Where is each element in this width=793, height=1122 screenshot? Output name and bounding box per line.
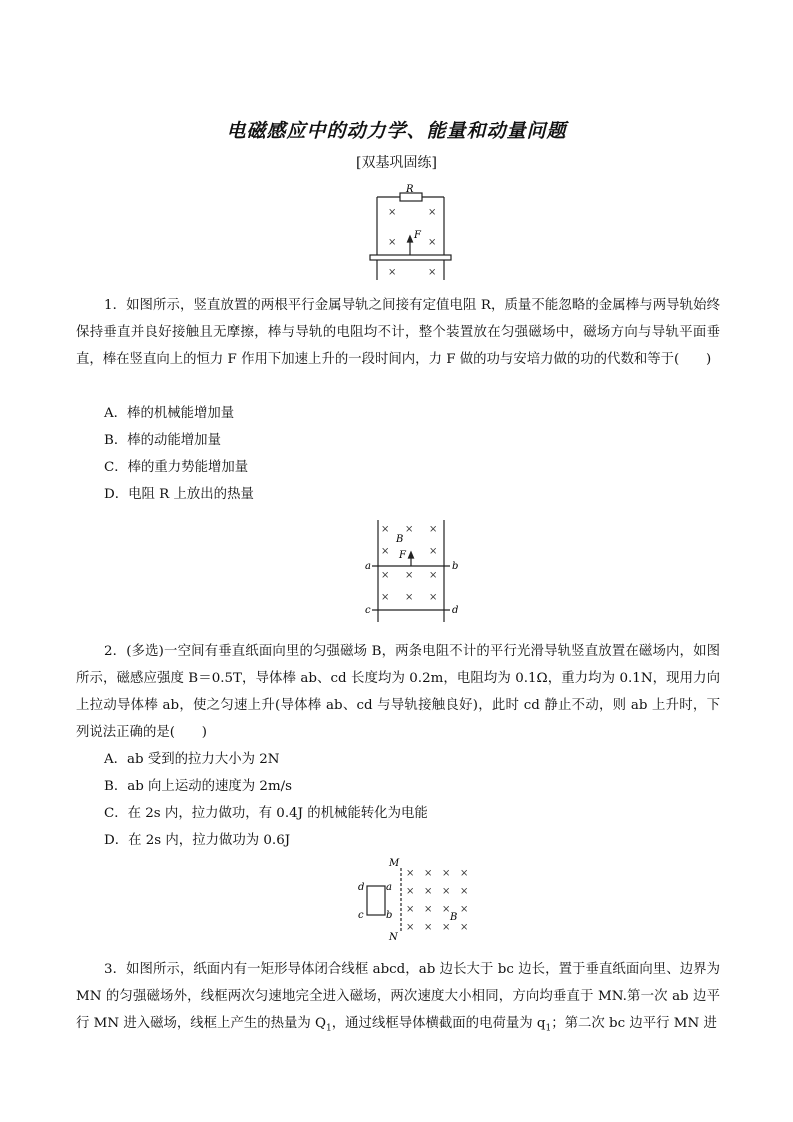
q3-sub-q: 1	[326, 1023, 332, 1034]
figure-2-two-rods	[0, 518, 793, 628]
field-cross: ×	[406, 886, 415, 897]
point-a-label: a	[365, 561, 371, 572]
field-cross: ×	[388, 267, 397, 278]
q1-option-d: D．电阻 R 上放出的热量	[104, 487, 254, 502]
field-cross: ×	[429, 546, 438, 557]
field-cross: ×	[460, 904, 469, 915]
figure-3-loop-and-boundary	[0, 856, 793, 946]
figure-1-rails-resistor	[0, 184, 793, 284]
field-cross: ×	[405, 570, 414, 581]
field-cross: ×	[405, 524, 414, 535]
field-b-label: B	[396, 534, 404, 545]
field-cross: ×	[442, 922, 451, 933]
question-1-text: 1．如图所示，竖直放置的两根平行金属导轨之间接有定值电阻 R，质量不能忽略的金属棒与两导轨始终保持垂直并良好接触且无摩擦，棒与导轨的电阻均不计，整个装置放在匀强磁场中，磁场方向与导轨平面垂直，棒在竖直向上的恒力 F 作用下加速上升的一段时间内，力 F 做的功与安培力做的功的代数和等于( )	[76, 298, 720, 367]
field-cross: ×	[460, 886, 469, 897]
q2-option-d: D．在 2s 内，拉力做功为 0.6J	[104, 833, 291, 848]
rect-loop	[367, 886, 385, 915]
field-cross: ×	[406, 922, 415, 933]
point-c-label: c	[365, 605, 371, 616]
point-b-label: b	[386, 910, 393, 921]
field-cross: ×	[424, 922, 433, 933]
field-cross: ×	[424, 886, 433, 897]
point-m-label: M	[389, 858, 400, 869]
q1-option-b: B．棒的动能增加量	[104, 433, 221, 448]
page-title: 电磁感应中的动力学、能量和动量问题	[226, 120, 567, 142]
field-cross: ×	[429, 524, 438, 535]
field-cross: ×	[406, 868, 415, 879]
q2-option-c: C．在 2s 内，拉力做功，有 0.4J 的机械能转化为电能	[104, 806, 428, 821]
field-cross: ×	[429, 592, 438, 603]
point-d-label: d	[358, 882, 365, 893]
field-cross: ×	[381, 524, 390, 535]
field-cross: ×	[429, 570, 438, 581]
point-b-label: b	[452, 561, 459, 572]
section-subtitle: [双基巩固练]	[356, 155, 437, 171]
field-cross: ×	[460, 922, 469, 933]
point-c-label: c	[358, 910, 364, 921]
force-label: F	[399, 550, 406, 561]
q3-sub-charge: 1	[545, 1023, 552, 1034]
point-a-label: a	[386, 882, 392, 893]
point-d-label: d	[452, 605, 459, 616]
field-cross: ×	[381, 570, 390, 581]
q1-option-c: C．棒的重力势能增加量	[104, 460, 249, 475]
field-cross: ×	[424, 904, 433, 915]
q3-text-c: ；第二次 bc 边平行 MN 进	[551, 1016, 717, 1031]
field-cross: ×	[428, 237, 437, 248]
field-cross: ×	[460, 868, 469, 879]
field-cross: ×	[405, 592, 414, 603]
field-cross: ×	[381, 546, 390, 557]
field-b-label: B	[450, 912, 458, 923]
q2-option-b: B．ab 向上运动的速度为 2m/s	[104, 779, 293, 794]
field-cross: ×	[381, 592, 390, 603]
field-cross: ×	[406, 904, 415, 915]
q3-text-b: ，通过线框导体横截面的电荷量为 q	[331, 1016, 546, 1031]
field-cross: ×	[424, 868, 433, 879]
field-cross: ×	[442, 886, 451, 897]
metal-bar	[370, 255, 451, 260]
question-2-text: 2．(多选)一空间有垂直纸面向里的匀强磁场 B，两条电阻不计的平行光滑导轨竖直放置在磁场内，如图所示，磁感应强度 B＝0.5T，导体棒 ab、cd 长度均为 0.2m，电阻均为 0.1Ω，重力均为 0.1N，现用力向上拉动导体棒 ab，使之匀速上升(导体棒 ab、cd 与导轨接触良好)，此时 cd 静止不动，则 ab 上升时，下列说法正确的是( )	[76, 644, 720, 740]
field-cross: ×	[428, 267, 437, 278]
field-cross: ×	[388, 207, 397, 218]
q2-option-a: A．ab 受到的拉力大小为 2N	[104, 752, 280, 767]
field-cross: ×	[428, 207, 437, 218]
q3-text-a: 3．如图所示，纸面内有一矩形导体闭合线框 abcd，ab 边长大于 bc 边长，置于垂直纸面向里、边界为 MN 的匀强磁场外，线框两次匀速地完全进入磁场，两次速度大小相同，方向均垂直于 MN.第一次 ab 边平行 MN 进入磁场，线框上产生的热量为 Q	[76, 962, 720, 1031]
q1-option-a: A．棒的机械能增加量	[104, 406, 235, 421]
field-cross: ×	[442, 904, 451, 915]
field-cross: ×	[442, 868, 451, 879]
force-label: F	[414, 230, 421, 241]
point-n-label: N	[389, 932, 398, 943]
resistor-label: R	[406, 184, 414, 195]
question-3-text	[76, 956, 720, 1043]
field-cross: ×	[388, 237, 397, 248]
